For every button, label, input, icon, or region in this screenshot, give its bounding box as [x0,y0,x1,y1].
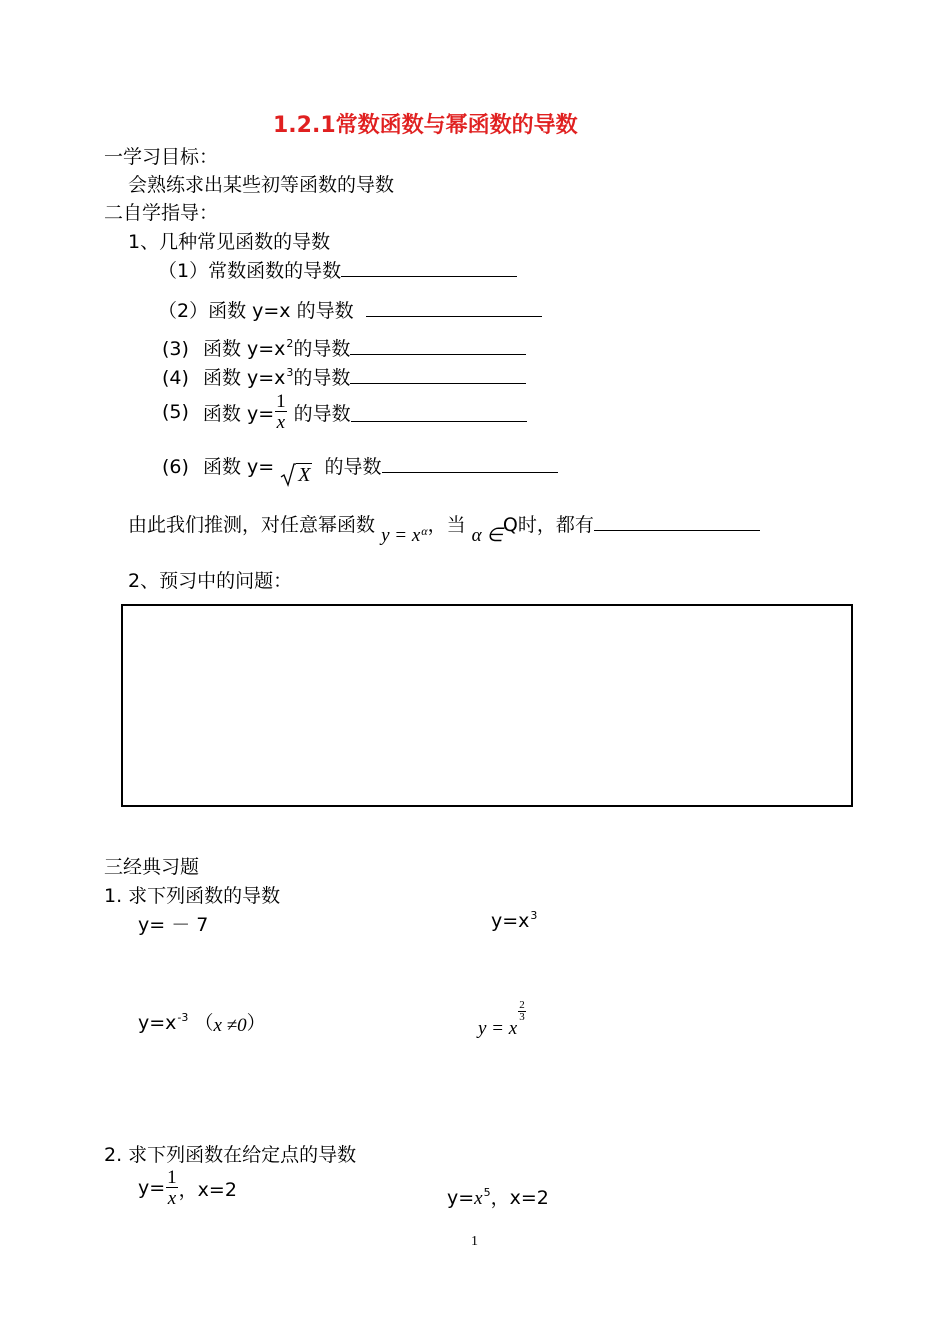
section-heading-learning-goals: 一学习目标： [104,146,219,168]
formula-exponent: α [421,524,428,538]
fraction-numerator: 1 [167,1167,177,1188]
answer-blank[interactable] [594,512,760,531]
subheading-preview-questions: 2、预习中的问题： [128,570,293,592]
alpha-in: α ∈ [471,525,503,546]
inference-comma: ，当 [427,514,466,536]
fraction [165,1168,179,1208]
exercise-expr: y= [138,1177,166,1199]
learning-goal-text: 会熟练求出某些初等函数的导数 [128,174,395,196]
exercise-expr: y=x [491,910,530,932]
item-4 [162,363,526,390]
exercise-expr: y = x [478,1018,518,1039]
section-heading-exercises: 三经典习题 [104,856,200,878]
exponent-denominator: 3 [519,1011,525,1023]
item-number: （1） [158,260,209,282]
exercise-var: x [474,1188,483,1209]
item-number: (3) [162,338,189,360]
inference-q: Q时，都有 [502,514,594,536]
answer-blank[interactable] [350,365,526,384]
fraction [274,392,288,432]
exercise-1-heading: 1. 求下列函数的导数 [104,885,281,907]
fraction-denominator: x [167,1188,177,1209]
item-number: (6) [162,456,189,478]
inference-line [128,510,760,546]
item-number: （2） [158,300,209,322]
exponent: 3 [286,366,294,379]
subheading-common-derivatives: 1、几种常见函数的导数 [128,231,331,253]
given-point: ，x=2 [178,1178,237,1201]
sqrt-expression [280,463,312,487]
exercise-expr: y= [447,1187,475,1209]
item-text: 函数 y=x [202,338,286,360]
exponent: 3 [530,909,538,922]
answer-blank[interactable] [382,454,558,473]
given-point: ，x=2 [490,1187,549,1209]
item-2 [158,296,542,323]
inference-text: 由此我们推测，对任意幂函数 [128,514,376,536]
item-text: 函数 y=x 的导数 [208,300,354,322]
item-text-tail: 的导数 [293,402,351,425]
condition-open: （ [194,1012,214,1034]
fraction-denominator: x [276,412,286,433]
condition: x ≠0 [213,1015,247,1036]
item-text: 常数函数的导数 [208,260,342,282]
exercise-expr: y=x [138,1012,177,1034]
page-title: 1.2.1常数函数与幂函数的导数 [273,113,578,138]
item-6 [162,452,558,486]
item-number: (4) [162,367,189,389]
power-function-formula [381,525,428,546]
item-1 [158,256,517,283]
condition-close: ） [246,1012,266,1034]
fractional-exponent [518,1000,526,1023]
exponent: -3 [177,1011,189,1024]
item-text-tail: 的导数 [324,456,382,478]
exercise-2b [447,1183,549,1210]
exponent-numerator: 2 [519,999,525,1011]
questions-box[interactable] [121,604,853,807]
item-text: 函数 y= [202,402,275,425]
answer-blank[interactable] [366,298,542,317]
answer-blank[interactable] [351,403,527,422]
item-text-tail: 的导数 [293,338,351,360]
item-3 [162,334,526,361]
exercise-2-heading: 2. 求下列函数在给定点的导数 [104,1144,357,1166]
exercise-1d [478,998,526,1040]
item-number: (5) [162,401,189,423]
exercise-1c [138,1008,266,1035]
page-number: 1 [471,1234,478,1249]
exponent: 2 [286,337,294,350]
fraction-numerator: 1 [276,391,286,412]
answer-blank[interactable] [350,336,526,355]
formula-base: y = x [381,525,421,546]
exercise-1b [491,910,537,932]
sqrt-argument: X [298,464,311,486]
answer-blank[interactable] [341,258,517,277]
section-heading-self-study: 二自学指导： [104,202,219,224]
item-5 [162,392,527,432]
sqrt-sign [280,463,296,487]
exercise-2a [138,1168,237,1208]
exercise-1a: y= － 7 [138,914,209,936]
item-text-tail: 的导数 [293,367,351,389]
item-text: 函数 y=x [202,367,286,389]
item-text: 函数 y= [202,456,275,478]
exponent: 5 [483,1186,491,1199]
